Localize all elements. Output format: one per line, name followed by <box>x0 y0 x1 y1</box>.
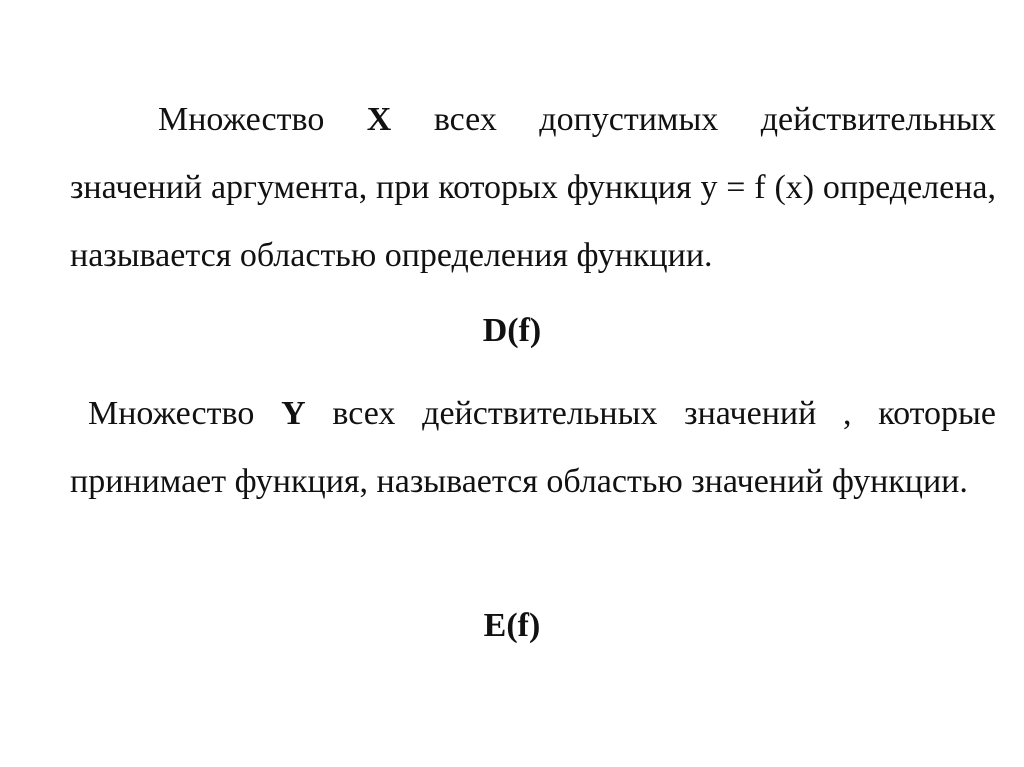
paragraph-text-before: Множество <box>88 395 282 432</box>
range-definition-paragraph <box>70 380 996 516</box>
paragraph-text-after: всех действительных значений , которые принимает функция, называется областью значений функции. <box>70 395 996 500</box>
set-symbol-x: X <box>366 101 392 138</box>
set-symbol-y: Y <box>281 395 306 432</box>
domain-definition-paragraph <box>70 86 996 290</box>
paragraph-text-after: всех допустимых действительных значений аргумента, при которых функция у = f (x) определена, называется областью определения функции. <box>70 101 996 274</box>
paragraph-text-before: Множество <box>158 101 367 138</box>
domain-notation: D(f) <box>482 312 542 349</box>
range-notation: E(f) <box>483 607 541 644</box>
